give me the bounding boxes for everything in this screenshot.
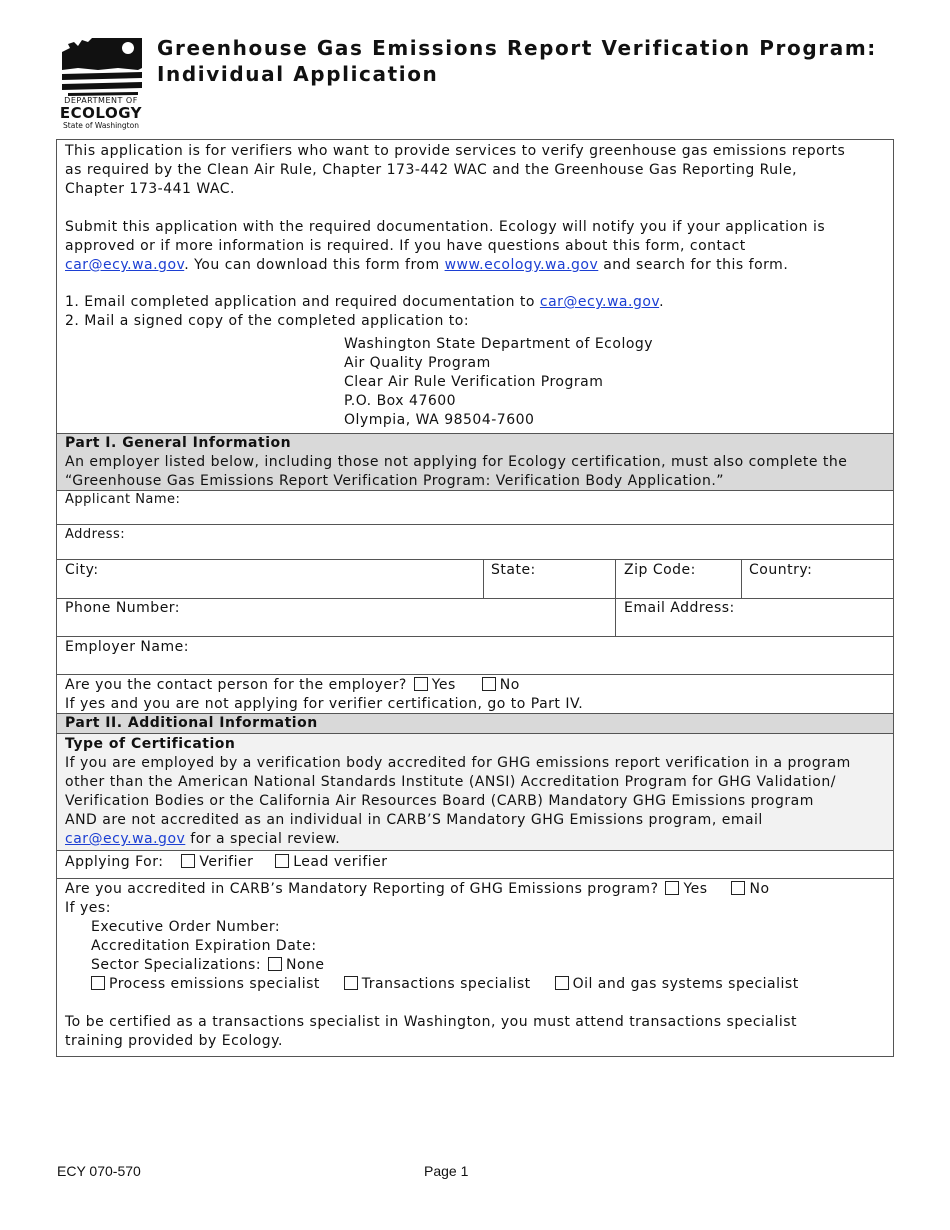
address-field[interactable]: Address:	[65, 527, 126, 542]
none-checkbox[interactable]	[268, 957, 282, 971]
intro-line: This application is for verifiers who want to provide services to verify greenhouse gas emissions reports	[65, 143, 846, 159]
step-1-end: .	[659, 294, 665, 310]
type-text-line: Verification Bodies or the California Air Resources Board (CARB) Mandatory GHG Emissions program	[65, 793, 814, 809]
divider	[57, 878, 893, 879]
type-of-certification	[57, 733, 893, 850]
intro-line: as required by the Clean Air Rule, Chapter 173-442 WAC and the Greenhouse Gas Reporting Rule,	[65, 162, 798, 178]
specialist-options-row	[89, 975, 799, 994]
website-link[interactable]: www.ecology.wa.gov	[444, 257, 599, 273]
applicant-name-field[interactable]: Applicant Name:	[65, 492, 181, 507]
divider	[741, 559, 742, 598]
lead-verifier-checkbox[interactable]	[275, 854, 289, 868]
title-line-1: Greenhouse Gas Emissions Report Verification Program:	[157, 36, 877, 60]
intro-line: approved or if more information is required. If you have questions about this form, contact	[65, 238, 746, 254]
divider	[57, 559, 893, 560]
intro-paragraph-2	[65, 218, 825, 275]
form-number: ECY 070-570	[57, 1163, 141, 1179]
carb-yes-label: Yes	[683, 881, 708, 897]
sector-label: Sector Specializations:	[91, 957, 262, 973]
applying-for-row	[65, 853, 388, 872]
divider	[57, 490, 893, 491]
contact-yes-label: Yes	[431, 677, 456, 693]
logo-department: DEPARTMENT OF	[64, 96, 138, 105]
training-note: training provided by Ecology.	[65, 1033, 283, 1049]
oil-gas-checkbox[interactable]	[555, 976, 569, 990]
part-1-header	[57, 433, 893, 490]
address-line: Air Quality Program	[344, 355, 491, 371]
carb-yes-checkbox[interactable]	[665, 881, 679, 895]
step-email-link[interactable]: car@ecy.wa.gov	[539, 294, 660, 310]
intro-line	[65, 256, 825, 275]
training-note: To be certified as a transactions specialist in Washington, you must attend transactions specialist	[65, 1014, 798, 1030]
ecology-logo	[58, 38, 144, 130]
contact-question: Are you the contact person for the employer?	[65, 677, 407, 693]
mailing-address	[344, 335, 653, 430]
process-emissions-label: Process emissions specialist	[109, 976, 320, 992]
special-review-email-link[interactable]: car@ecy.wa.gov	[65, 831, 186, 847]
sector-specializations-row	[91, 956, 325, 975]
intro-paragraph-1	[65, 142, 845, 199]
part-2-heading: Part II. Additional Information	[65, 715, 318, 731]
type-text-end: for a special review.	[185, 831, 341, 847]
intro-line: Submit this application with the required documentation. Ecology will notify you if your application is	[65, 219, 826, 235]
applying-for-label: Applying For:	[65, 854, 164, 870]
logo-state: State of Washington	[63, 121, 139, 130]
none-label: None	[286, 957, 325, 973]
page-title	[157, 35, 897, 87]
divider	[57, 850, 893, 851]
oil-gas-label: Oil and gas systems specialist	[572, 976, 799, 992]
intro-text: and search for this form.	[598, 257, 789, 273]
part-1-heading: Part I. General Information	[65, 435, 292, 451]
zip-code-field[interactable]: Zip Code:	[624, 562, 696, 578]
transactions-label: Transactions specialist	[361, 976, 531, 992]
accreditation-expiration-field[interactable]: Accreditation Expiration Date:	[91, 938, 317, 954]
title-line-2: Individual Application	[157, 62, 439, 86]
carb-no-checkbox[interactable]	[731, 881, 745, 895]
type-heading: Type of Certification	[65, 736, 236, 752]
state-field[interactable]: State:	[491, 562, 536, 578]
address-line: Washington State Department of Ecology	[344, 336, 654, 352]
logo-ecology: ECOLOGY	[59, 104, 143, 122]
process-emissions-checkbox[interactable]	[91, 976, 105, 990]
type-text-line	[65, 830, 340, 849]
if-yes-label: If yes:	[65, 900, 111, 916]
email-address-field[interactable]: Email Address:	[624, 600, 735, 616]
phone-number-field[interactable]: Phone Number:	[65, 600, 181, 616]
verifier-checkbox[interactable]	[181, 854, 195, 868]
carb-no-label: No	[749, 881, 770, 897]
part-1-note: “Greenhouse Gas Emissions Report Verification Program: Verification Body Application.”	[65, 473, 725, 489]
type-text-line: other than the American National Standards Institute (ANSI) Accreditation Program for GHG Validation/	[65, 774, 836, 790]
address-line: Olympia, WA 98504-7600	[344, 412, 535, 428]
carb-question-row	[65, 880, 770, 899]
part-2-header	[57, 713, 893, 733]
step-1-text: 1. Email completed application and required documentation to	[65, 294, 540, 310]
transactions-checkbox[interactable]	[344, 976, 358, 990]
contact-email-link[interactable]: car@ecy.wa.gov	[65, 257, 185, 273]
part-1-note: An employer listed below, including those not applying for Ecology certification, must also complete the	[65, 454, 848, 470]
page-number: Page 1	[424, 1163, 469, 1179]
type-text-line: AND are not accredited as an individual in CARB’S Mandatory GHG Emissions program, email	[65, 812, 763, 828]
address-line: Clear Air Rule Verification Program	[344, 374, 604, 390]
contact-no-checkbox[interactable]	[482, 677, 496, 691]
verifier-label: Verifier	[199, 854, 254, 870]
divider	[57, 524, 893, 525]
type-text-line: If you are employed by a verification body accredited for GHG emissions report verification in a program	[65, 755, 851, 771]
divider	[57, 636, 893, 637]
step-1	[65, 293, 664, 312]
divider	[57, 598, 893, 599]
submission-steps	[65, 293, 664, 331]
carb-question: Are you accredited in CARB’s Mandatory Reporting of GHG Emissions program?	[65, 881, 659, 897]
contact-yes-checkbox[interactable]	[414, 677, 428, 691]
lead-verifier-label: Lead verifier	[293, 854, 388, 870]
washington-state-icon	[58, 38, 144, 96]
application-form	[56, 139, 894, 1057]
employer-name-field[interactable]: Employer Name:	[65, 639, 189, 655]
contact-no-label: No	[499, 677, 520, 693]
intro-text: . You can download this form from	[184, 257, 445, 273]
step-2: 2. Mail a signed copy of the completed application to:	[65, 313, 470, 329]
address-line: P.O. Box 47600	[344, 393, 457, 409]
contact-note: If yes and you are not applying for verifier certification, go to Part IV.	[65, 696, 584, 712]
country-field[interactable]: Country:	[749, 562, 813, 578]
executive-order-field[interactable]: Executive Order Number:	[91, 919, 281, 935]
city-field[interactable]: City:	[65, 562, 99, 578]
divider	[57, 674, 893, 675]
contact-question-row	[65, 676, 520, 695]
intro-line: Chapter 173-441 WAC.	[65, 181, 236, 197]
divider	[483, 559, 484, 598]
